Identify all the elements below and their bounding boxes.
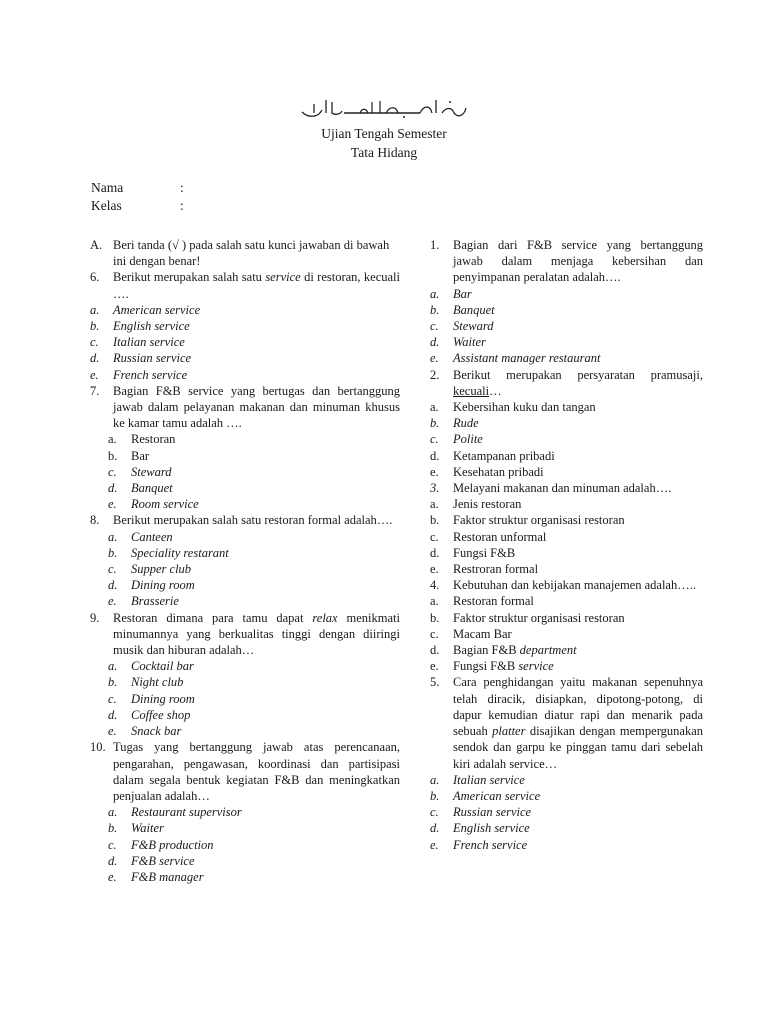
option-letter: a. — [108, 659, 118, 674]
option-letter: c. — [108, 464, 117, 479]
answer-option[interactable] — [90, 837, 400, 853]
option-text: Coffee shop — [131, 707, 191, 722]
answer-option[interactable] — [430, 529, 703, 545]
answer-option[interactable] — [430, 431, 703, 447]
option-letter: a. — [108, 529, 118, 544]
answer-option[interactable] — [90, 869, 400, 885]
option-text: Russian service — [113, 351, 192, 366]
option-text: French service — [113, 367, 188, 382]
option-text: English service — [453, 821, 530, 836]
instruction-text: Beri tanda (√ ) pada salah satu kunci jawaban di bawah ini dengan benar! — [113, 238, 390, 269]
answer-option[interactable] — [90, 496, 400, 512]
answer-option[interactable] — [430, 804, 703, 820]
option-letter: d. — [430, 335, 440, 350]
option-text: Faktor struktur organisasi restoran — [453, 610, 625, 625]
option-text: Steward — [131, 464, 172, 479]
question-text-part: Berikut merupakan persyaratan pramusaji, — [453, 367, 703, 382]
option-letter: c. — [90, 335, 99, 350]
option-letter: c. — [108, 837, 117, 852]
option-text: Restoran formal — [453, 594, 534, 609]
option-letter: c. — [108, 691, 117, 706]
answer-option[interactable] — [90, 545, 400, 561]
answer-option[interactable] — [90, 318, 400, 334]
answer-option[interactable] — [90, 674, 400, 690]
option-text: Restoran — [131, 432, 176, 447]
class-label: Kelas — [91, 198, 122, 213]
left-column — [90, 237, 400, 885]
option-letter: a. — [430, 594, 439, 609]
option-text-emphasis: department — [519, 643, 577, 658]
option-text: Italian service — [113, 335, 185, 350]
option-letter: e. — [108, 497, 117, 512]
answer-option[interactable] — [430, 788, 703, 804]
question-number: 3. — [430, 481, 440, 496]
answer-option[interactable] — [90, 448, 400, 464]
answer-option[interactable] — [90, 350, 400, 366]
option-text: Kesehatan pribadi — [453, 464, 544, 479]
question-text: Kebutuhan dan kebijakan manajemen adalah….. — [453, 578, 696, 593]
question-text-part: Berikut merupakan salah satu — [113, 270, 266, 285]
answer-option[interactable] — [430, 512, 703, 528]
option-letter: b. — [430, 610, 440, 625]
option-text: English service — [113, 319, 190, 334]
option-text: Macam Bar — [453, 626, 512, 641]
answer-option[interactable] — [430, 399, 703, 415]
question-text: Bagian dari F&B service yang bertanggung jawab dalam menjaga kebersihan dan penyimpanan peralatan adalah…. — [453, 238, 703, 285]
answer-option[interactable] — [90, 480, 400, 496]
option-text: Bar — [453, 286, 472, 301]
answer-option[interactable] — [90, 577, 400, 593]
answer-option[interactable] — [90, 302, 400, 318]
option-letter: e. — [108, 869, 117, 884]
answer-option[interactable] — [90, 820, 400, 836]
option-text: Snack bar — [131, 724, 182, 739]
option-letter: c. — [430, 805, 439, 820]
option-text: Rude — [453, 416, 479, 431]
option-text: Dining room — [131, 578, 195, 593]
question-text: Bagian F&B service yang bertugas dan bertanggung jawab dalam pelayanan makanan dan minuman khusus ke kamar tamu adalah …. — [113, 383, 400, 431]
option-text: Steward — [453, 319, 494, 334]
question-text — [113, 269, 400, 301]
basmala-calligraphy-icon — [300, 96, 468, 120]
option-text: Fungsi F&B — [453, 545, 516, 560]
question-text-part: menikmati minumannya yang berkualitas tinggi dengan diiringi musik dan hiburan adalah… — [113, 610, 400, 658]
question-number: 8. — [90, 513, 100, 528]
option-text: Faktor struktur organisasi restoran — [453, 513, 625, 528]
question-5 — [430, 674, 703, 771]
option-text: Ketampanan pribadi — [453, 448, 555, 463]
question-number: 2. — [430, 367, 440, 382]
option-letter: c. — [430, 626, 439, 641]
instruction — [90, 237, 400, 269]
answer-option[interactable] — [90, 464, 400, 480]
question-text-part: di restoran, kecuali …. — [113, 270, 401, 301]
option-letter: e. — [108, 724, 117, 739]
option-text: Kebersihan kuku dan tangan — [453, 400, 596, 415]
answer-option[interactable] — [430, 415, 703, 431]
right-column — [430, 237, 703, 853]
answer-option[interactable] — [90, 529, 400, 545]
option-letter: a. — [108, 432, 117, 447]
option-text: Night club — [131, 675, 184, 690]
option-text: Dining room — [131, 691, 195, 706]
question-10 — [90, 739, 400, 804]
option-letter: a. — [90, 302, 100, 317]
option-text: Assistant manager restaurant — [453, 351, 601, 366]
answer-option[interactable] — [90, 431, 400, 447]
answer-option[interactable] — [430, 658, 703, 674]
option-text: Bagian F&B — [453, 643, 520, 658]
question-8 — [90, 512, 400, 528]
answer-option[interactable] — [430, 837, 703, 853]
answer-option[interactable] — [430, 820, 703, 836]
answer-option[interactable] — [90, 593, 400, 609]
question-text-emphasis: platter — [492, 724, 526, 739]
answer-option[interactable] — [430, 318, 703, 334]
question-text-part: … — [489, 383, 502, 398]
answer-option[interactable] — [90, 658, 400, 674]
answer-option[interactable] — [430, 593, 703, 609]
option-letter: e. — [430, 351, 439, 366]
question-text-emphasis: service — [265, 270, 301, 285]
question-text — [453, 674, 703, 771]
option-letter: e. — [430, 464, 439, 479]
answer-option[interactable] — [430, 302, 703, 318]
option-text: Restaurant supervisor — [131, 805, 242, 820]
option-letter: d. — [108, 707, 118, 722]
option-letter: d. — [90, 351, 100, 366]
question-1 — [430, 237, 703, 286]
question-number: 1. — [430, 238, 440, 252]
option-letter: a. — [430, 286, 440, 301]
option-text: Polite — [453, 432, 483, 447]
option-letter: d. — [108, 853, 118, 868]
answer-option[interactable] — [430, 561, 703, 577]
question-text: Melayani makanan dan minuman adalah…. — [453, 481, 672, 496]
question-9 — [90, 610, 400, 659]
answer-option[interactable] — [90, 707, 400, 723]
option-text-emphasis: service — [518, 659, 554, 674]
option-text: French service — [453, 837, 528, 852]
answer-option[interactable] — [90, 723, 400, 739]
answer-option[interactable] — [430, 448, 703, 464]
question-4 — [430, 577, 703, 593]
option-text: Restoran unformal — [453, 529, 547, 544]
class-separator: : — [180, 198, 184, 213]
answer-option[interactable] — [430, 642, 703, 658]
option-letter: a. — [430, 497, 439, 512]
question-3 — [430, 480, 703, 496]
option-letter: b. — [108, 821, 118, 836]
option-letter: d. — [108, 481, 118, 496]
question-7 — [90, 383, 400, 432]
option-letter: d. — [430, 448, 440, 463]
option-text: Italian service — [453, 772, 525, 787]
answer-option[interactable] — [430, 464, 703, 480]
option-text: Brasserie — [131, 594, 179, 609]
option-letter: b. — [430, 513, 440, 528]
answer-option[interactable] — [430, 626, 703, 642]
answer-option[interactable] — [90, 334, 400, 350]
option-letter: c. — [430, 529, 439, 544]
option-letter: b. — [430, 302, 440, 317]
option-text: Restroran formal — [453, 562, 539, 577]
class-field — [91, 198, 184, 214]
answer-option[interactable] — [430, 286, 703, 302]
option-text: Banquet — [453, 302, 495, 317]
option-letter: e. — [430, 837, 439, 852]
answer-option[interactable] — [430, 772, 703, 788]
option-text: F&B production — [131, 837, 214, 852]
question-text-part: disajikan dengan mempergunakan sendok dan garpu ke pinggan tamu dari sebelah kiri adalah service… — [453, 724, 703, 771]
option-text: Fungsi F&B — [453, 659, 519, 674]
question-number: 5. — [430, 675, 440, 690]
answer-option[interactable] — [430, 496, 703, 512]
question-text: Tugas yang bertanggung jawab atas perencanaan, pengarahan, pengawasan, koordinasi dan partisipasi dalam segala bentuk kegiatan F&B dan meningkatkan penjualan adalah… — [113, 740, 400, 803]
option-letter: b. — [90, 319, 100, 334]
option-text: Supper club — [131, 562, 192, 577]
exam-subtitle: Tata Hidang — [350, 145, 418, 160]
option-letter: b. — [430, 416, 440, 431]
answer-option[interactable] — [90, 561, 400, 577]
option-letter: c. — [430, 432, 439, 447]
option-text: Speciality restarant — [131, 545, 229, 560]
question-number: 9. — [90, 610, 100, 625]
option-text: Banquet — [131, 481, 173, 496]
answer-option[interactable] — [90, 804, 400, 820]
question-2 — [430, 367, 703, 399]
question-text-part: Cara penghidangan yaitu makanan sepenuhnya telah diracik, disiapkan, dipotong-potong, di dapur kemudian diatur rapi dan menarik pada sebuah — [453, 675, 703, 739]
answer-option[interactable] — [90, 691, 400, 707]
question-text — [453, 367, 703, 399]
question-text-underlined: kecuali — [453, 383, 490, 398]
question-text-part: Restoran dimana para tamu dapat — [113, 610, 313, 625]
option-letter: e. — [430, 659, 439, 674]
option-text: Room service — [131, 497, 199, 512]
option-letter: d. — [430, 545, 440, 560]
option-text: F&B service — [131, 853, 195, 868]
option-letter: a. — [430, 772, 440, 787]
option-letter: d. — [430, 643, 440, 658]
question-number: 4. — [430, 578, 440, 593]
answer-option[interactable] — [430, 334, 703, 350]
option-letter: e. — [90, 367, 99, 382]
option-letter: e. — [108, 594, 117, 609]
option-text: Waiter — [131, 821, 164, 836]
option-text: Bar — [131, 448, 150, 463]
option-text: American service — [453, 788, 541, 803]
option-text: Russian service — [453, 805, 532, 820]
option-letter: b. — [108, 448, 118, 463]
option-letter: d. — [430, 821, 440, 836]
option-letter: e. — [430, 562, 439, 577]
option-letter: c. — [430, 319, 439, 334]
name-label: Nama — [91, 180, 124, 195]
question-number: 10. — [90, 740, 106, 755]
option-text: Jenis restoran — [453, 497, 522, 512]
question-number: 6. — [90, 270, 100, 285]
option-letter: a. — [430, 400, 439, 415]
name-field — [91, 180, 184, 196]
option-text: American service — [113, 302, 201, 317]
answer-option[interactable] — [90, 853, 400, 869]
question-text: Berikut merupakan salah satu restoran formal adalah…. — [113, 513, 393, 528]
answer-option[interactable] — [430, 350, 703, 366]
instruction-number: A. — [90, 238, 103, 252]
exam-title: Ujian Tengah Semester — [321, 126, 447, 141]
option-text: Waiter — [453, 335, 486, 350]
question-6 — [90, 269, 400, 301]
option-letter: a. — [108, 805, 118, 820]
answer-option[interactable] — [430, 610, 703, 626]
question-number: 7. — [90, 383, 100, 398]
option-text: Canteen — [131, 529, 173, 544]
option-letter: c. — [108, 562, 117, 577]
option-letter: b. — [430, 788, 440, 803]
option-letter: d. — [108, 578, 118, 593]
name-separator: : — [180, 180, 184, 195]
option-text: Cocktail bar — [131, 659, 194, 674]
answer-option[interactable] — [90, 367, 400, 383]
option-letter: b. — [108, 675, 118, 690]
question-text — [113, 610, 400, 659]
option-text: F&B manager — [131, 869, 204, 884]
question-text-emphasis: relax — [312, 610, 338, 625]
option-letter: b. — [108, 545, 118, 560]
answer-option[interactable] — [430, 545, 703, 561]
